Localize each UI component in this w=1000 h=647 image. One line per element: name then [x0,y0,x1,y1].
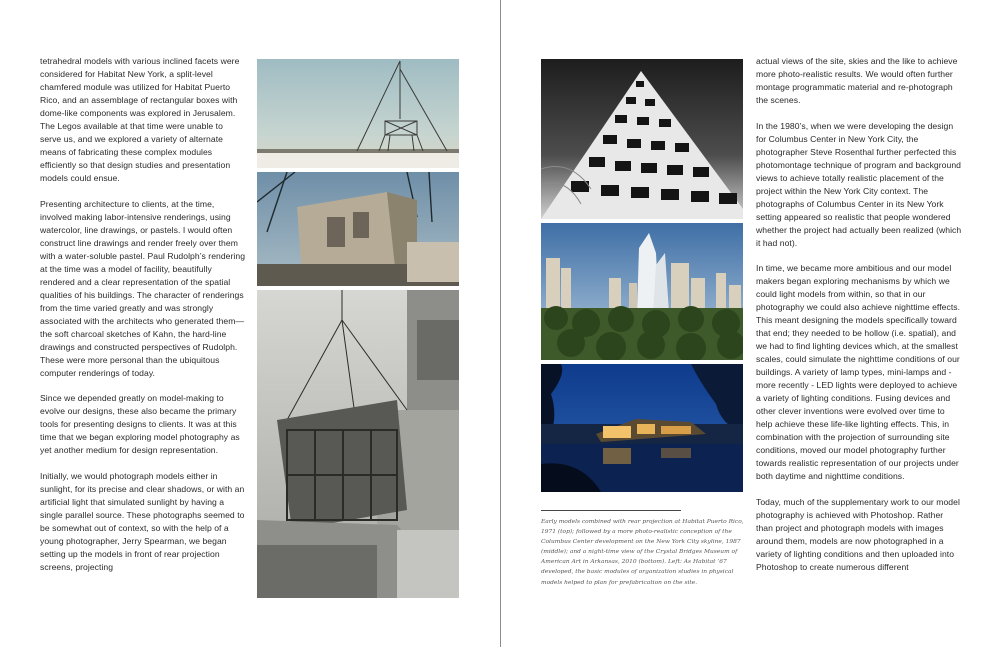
photo-crystal-bridges-night [541,364,743,492]
right-paragraph-3: In time, we became more ambitious and our model makers began exploring mechanisms by which we could light models from within, so that in our photography we could also achieve nighttime effects. This meant designing the models specifically toward that end; they needed to be hollow (i.e. spatial), and we had to find lighting devices which, at the smallest scales, could simulate the nighttime conditions of our buildings. A variety of lamp types, mini-lamps and - more recently - LED lights were deployed to achieve a variety of lighting conditions. Fusing devices and other clever inventions were evolved over time to help achieve these life-like lighting effects. This, in combination with the projection of surrounding site conditions, moved our model photography further towards realistic representation of our projects under both daytime and nighttime conditions. [756,263,961,481]
left-paragraph-1: tetrahedral models with various inclined facets were considered for Habitat New York, a split-level chamfered module was utilized for Habitat Puerto Rico, and an assemblage of rectangular boxes with dome-like components was explored in Jerusalem. The Legos available at that time were unable to serve us, and we explored a variety of alternate means of fabricating these complex modules efficiently so that design studies and presentation models could ensue. [40,56,240,183]
caption-rule [541,510,681,511]
photo-habitat-puerto-rico-model [541,59,743,219]
right-paragraph-4: Today, much of the supplementary work to our model photography is achieved with Photoshop. Rather than project and photograph models with images around them, models are now photographed in a variety of lighting conditions and then uploaded into Photoshop to create numerous different [756,496,960,572]
photo-caption: Early models combined with rear projection at Habitat Puerto Rico, 1971 (top); followed by a more photo-realistic conception of the Columbus Center development on the New York City skyline, 1987 (middle); and a night-time view of the Crystal Bridges Museum of American Art in Arkansas, 2010 (bottom). Left: As Habitat ’67 developed, the basic modules of organization studies in physical models helped to plan for prefabrication on the site. [541,519,744,586]
photo-columbus-center-skyline [541,223,743,360]
left-text-column [40,55,246,586]
page-gutter-divider [500,0,501,647]
right-paragraph-1: actual views of the site, skies and the like to achieve more photo-realistic results. We would often further montage programmatic material and re-photograph the scenes. [756,56,958,105]
left-paragraph-2: Presenting architecture to clients, at the time, involved making labor-intensive renderings, using watercolor, line drawings, or pastels. I would often construct line drawings and render freely over them with a water-soluble pastel. Paul Rudolph’s rendering at the time was a model of facility, beautifully rendered and a clear representation of the spatial qualities of his buildings. The character of renderings from the time varied greatly and was strongly associated with the architects who generated them—the soft charcoal sketches of Kahn, the hard-line drawings and constructed perspectives of Rudolph. These were more personal than the ubiquitous computer renderings of today. [40,198,246,378]
photo-module-lift [257,172,459,286]
photo-crane-tower [257,59,459,168]
photo-habitat-construction [257,290,459,598]
left-paragraph-4: Initially, we would photograph models either in sunlight, for its precise and clear shadows, or with an artificial light that simulated sunlight by having a single parallel source. These photographs seemed to be somewhat out of context, so with the help of a young photographer, Jerry Spearman, we began setting up the models in front of rear projection screens, projecting [40,470,245,572]
left-paragraph-3: Since we depended greatly on model-making to evolve our designs, these also became the primary tools for presenting designs to clients. It was at this time that we began exploring model photography as yet another medium for design representation. [40,393,240,455]
right-text-column [756,55,962,586]
right-paragraph-2: In the 1980’s, when we were developing the design for Columbus Center in New York City, the photographer Steve Rosenthal further perfected this photomontage technique of program and background views to achieve totally realistic placement of the project within the New York City context. The photographs of Columbus Center in its New York setting appeared so realistic that people wondered whether the project had actually been realized (which it had not). [756,120,962,248]
